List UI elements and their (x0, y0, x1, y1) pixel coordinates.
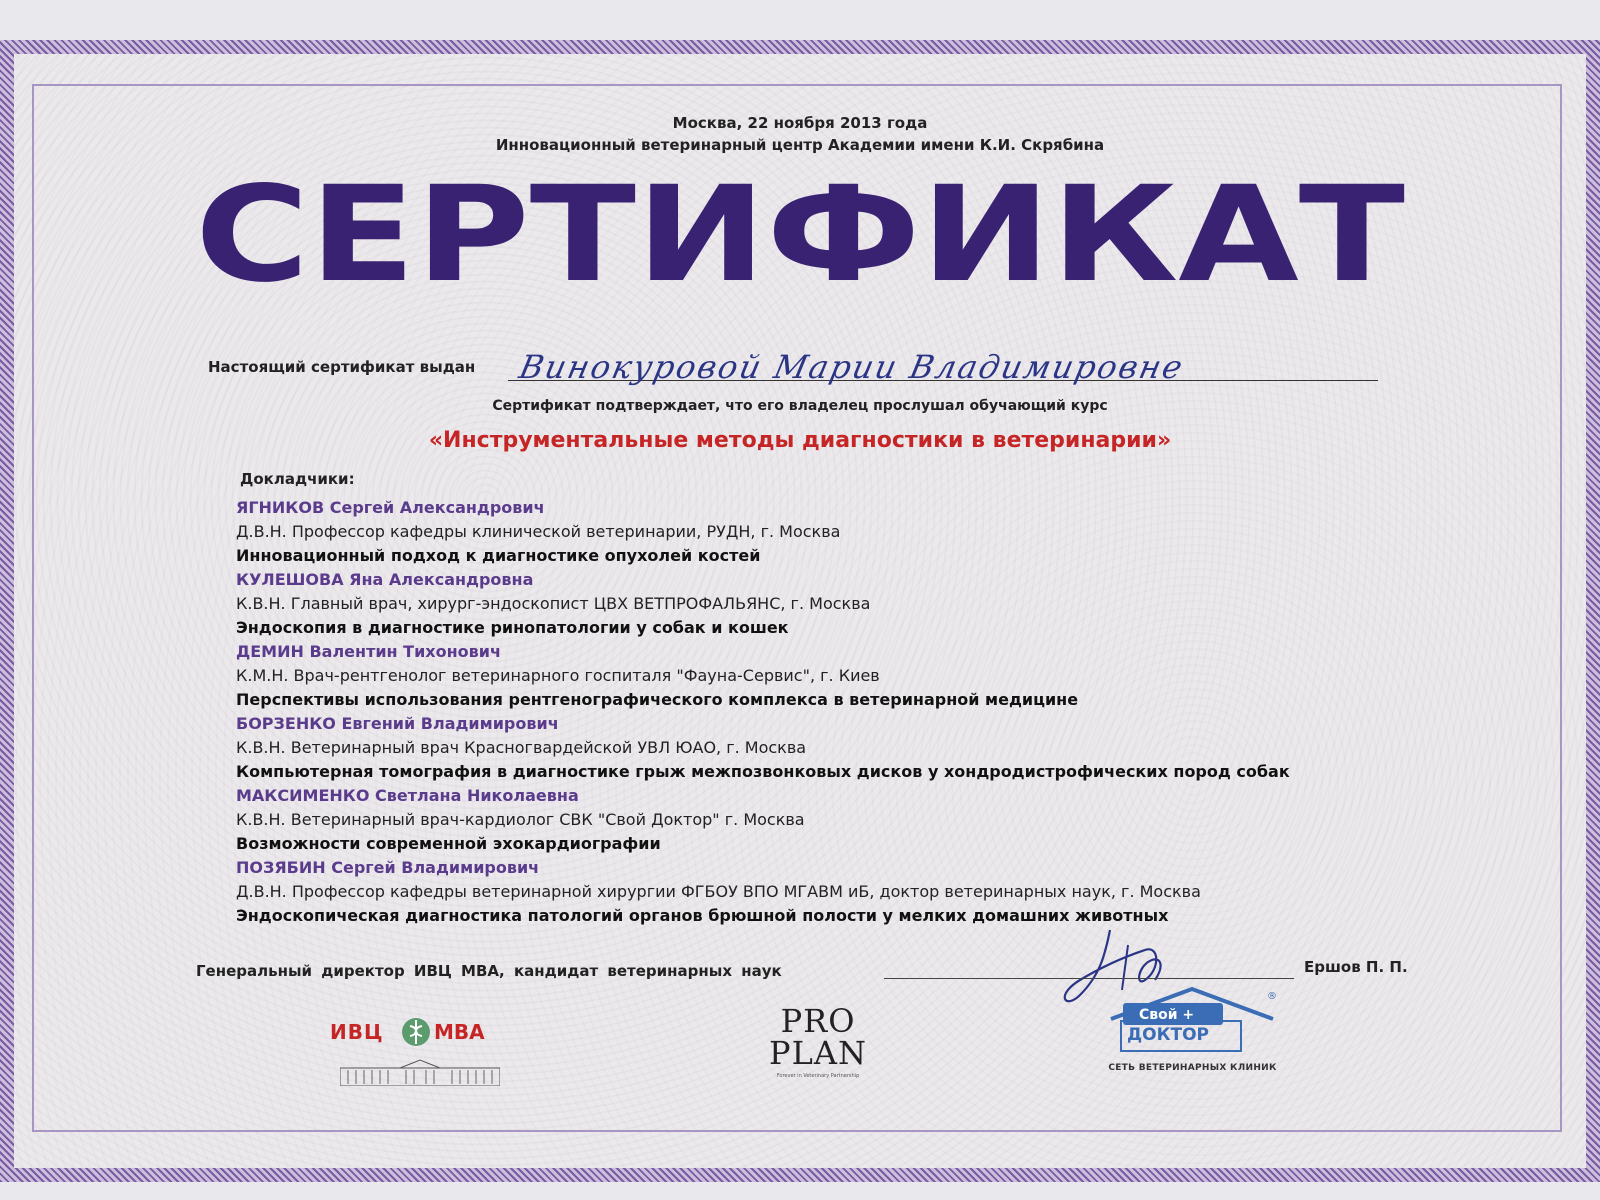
speaker-topic: Эндоскопия в диагностике ринопатологии у собак и кошек (236, 618, 789, 637)
svoy-doktor-logo (1105, 985, 1280, 1080)
speaker-entry (236, 712, 1386, 784)
speaker-topic: Возможности современной эхокардиографии (236, 834, 661, 853)
ivc-logo-right-text: МВА (434, 1020, 485, 1044)
issued-to-row (208, 350, 1378, 390)
title-text: СЕРТИФИКАТ (195, 168, 1405, 298)
speaker-name: КУЛЕШОВА Яна Александровна (236, 570, 534, 589)
speaker-topic: Инновационный подход к диагностике опухолей костей (236, 546, 761, 565)
speaker-name: ПОЗЯБИН Сергей Владимирович (236, 858, 540, 877)
speaker-name: ДЕМИН Валентин Тихонович (236, 642, 501, 661)
director-title: Генеральный директор ИВЦ МВА, кандидат ветеринарных наук (196, 962, 782, 980)
svoy-text-line2: ДОКТОР (1127, 1025, 1209, 1045)
ivc-logo-left-text: ИВЦ (330, 1020, 384, 1044)
speaker-entry (236, 640, 1386, 712)
proplan-tagline: Forever in Veterinary Partnership (776, 1073, 860, 1079)
proplan-line1: PRO (780, 1002, 856, 1040)
speaker-credentials: К.М.Н. Врач-рентгенолог ветеринарного госпиталя "Фауна-Сервис", г. Киев (236, 666, 880, 685)
certificate-title (190, 168, 1410, 298)
director-row (196, 958, 1426, 988)
speaker-topic: Перспективы использования рентгенографического комплекса в ветеринарной медицине (236, 690, 1079, 709)
proplan-logo (748, 1002, 888, 1085)
house-icon (1105, 985, 1280, 1063)
proplan-line2: PLAN (769, 1034, 867, 1072)
confirmation-text: Сертификат подтверждает, что его владелец прослушал обучающий курс (492, 398, 1108, 414)
speaker-entry (236, 784, 1386, 856)
svoy-text-line1: Свой + (1139, 1007, 1195, 1023)
speaker-credentials: К.В.Н. Ветеринарный врач Красногвардейской УВЛ ЮАО, г. Москва (236, 738, 807, 757)
svg-text:®: ® (1267, 991, 1277, 1002)
speaker-entry (236, 568, 1386, 640)
building-icon (340, 1058, 500, 1086)
director-name: Ершов П. П. (1304, 958, 1408, 976)
place-date: Москва, 22 ноября 2013 года (672, 114, 928, 132)
speakers-list (236, 496, 1386, 928)
speaker-topic: Компьютерная томография в диагностике грыж межпозвонковых дисков у хондродистрофических пород собак (236, 762, 1290, 781)
speaker-credentials: К.В.Н. Главный врач, хирург-эндоскопист ЦВХ ВЕТПРОФАЛЬЯНС, г. Москва (236, 594, 871, 613)
organization-name: Инновационный ветеринарный центр Академии имени К.И. Скрябина (495, 136, 1105, 154)
issued-label: Настоящий сертификат выдан (208, 358, 476, 376)
speakers-label: Докладчики: (240, 470, 355, 488)
ivc-mva-logo (330, 1012, 510, 1092)
speaker-credentials: Д.В.Н. Профессор кафедры клинической ветеринарии, РУДН, г. Москва (236, 522, 841, 541)
speaker-credentials: К.В.Н. Ветеринарный врач-кардиолог СВК "Свой Доктор" г. Москва (236, 810, 805, 829)
speaker-entry (236, 496, 1386, 568)
signature-line (884, 978, 1294, 979)
speaker-name: МАКСИМЕНКО Светлана Николаевна (236, 786, 579, 805)
speaker-topic: Эндоскопическая диагностика патологий органов брюшной полости у мелких домашних животных (236, 906, 1169, 925)
handwritten-recipient-name: Винокуровой Марии Владимировне (515, 348, 1188, 386)
course-title: «Инструментальные методы диагностики в ветеринарии» (428, 428, 1172, 453)
caduceus-icon (400, 1016, 432, 1048)
speaker-name: БОРЗЕНКО Евгений Владимирович (236, 714, 559, 733)
speaker-credentials: Д.В.Н. Профессор кафедры ветеринарной хирургии ФГБОУ ВПО МГАВМ иБ, доктор ветеринарных наук, г. Москва (236, 882, 1201, 901)
speaker-entry (236, 856, 1386, 928)
speaker-name: ЯГНИКОВ Сергей Александрович (236, 498, 545, 517)
svoy-caption: СЕТЬ ВЕТЕРИНАРНЫХ КЛИНИК (1108, 1063, 1277, 1073)
